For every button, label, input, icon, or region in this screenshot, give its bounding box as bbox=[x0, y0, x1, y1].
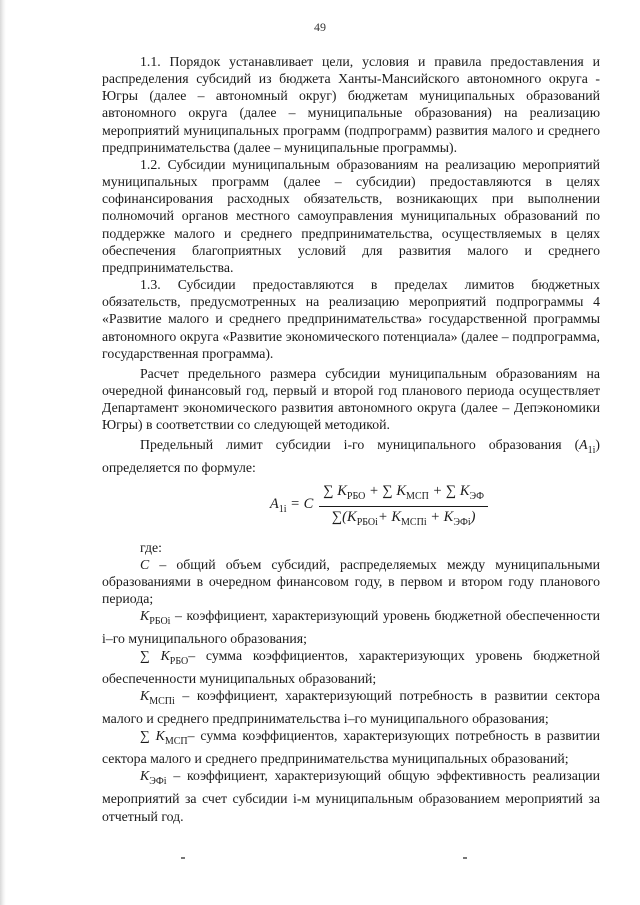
paragraph-limit bbox=[102, 436, 600, 476]
scan-dot-right bbox=[463, 857, 467, 859]
paragraph-1-3: 1.3. Субсидии предоставляются в пределах лимитов бюджетных обязательств, предусмотренных на реализацию мероприятий подпрограммы 4 «Развитие малого и среднего предпринимательства» государственной программы автономного округа «Развитие экономического потенциала» (далее – подпрограмма, государственная программа). bbox=[102, 277, 600, 361]
paragraph-1-2: 1.2. Субсидии муниципальным образованиям на реализацию мероприятий муниципальных программ (далее – субсидии) предоставляются в целях софинансирования расходных обязательств, возникающих при выполнении полномочий органов местного самоуправления муниципальных образований по поддержке малого и среднего предпринимательства, осуществляемых в целях обеспечения благоприятных условий для развития малого и среднего предпринимательства. bbox=[102, 156, 600, 275]
definition-k-rbo-i: $K_{РБОi}$ – коэффициент, характеризующий уровень бюджетной обеспеченности i–го муниципального образования; bbox=[102, 608, 600, 647]
paragraph-methodology: Расчет предельного размера субсидии муниципальным образованиям на очередной финансовый год, первый и второй год планового периода осуществляет Департамент экономического развития автономного округа (далее – Депэкономики Югры) в соответствии со следующей методикой. bbox=[102, 365, 600, 433]
formula-denominator: $\sum(K_{РБОi}+ K_{МСПi} + K_{ЭФi})$ bbox=[331, 508, 476, 528]
definition-sum-k-rbo: ∑ $K_{РБО}-$ сумма коэффициентов, характеризующих уровень бюджетной обеспеченности муниципальных образований; bbox=[102, 648, 600, 687]
limit-text: Предельный лимит субсидии i-го муниципального образования ( bbox=[140, 437, 580, 453]
formula-numerator: ∑ $K_{РБО}$ + ∑ $K_{МСП}$ + ∑ $K_{ЭФ}$ bbox=[319, 483, 488, 507]
formula-lhs: $A_{1i} = C$ bbox=[269, 495, 314, 515]
scan-edge bbox=[0, 0, 6, 905]
where-label: где: bbox=[140, 539, 162, 555]
formula bbox=[158, 483, 600, 531]
definition-c: C – общий объем субсидий, распределяемых между муниципальными образованиями в очередном финансовом году, в первом и втором году планового периода; bbox=[102, 556, 600, 607]
formula-fraction bbox=[319, 483, 488, 531]
scan-dot-left bbox=[181, 857, 185, 859]
paragraph-1-1: 1.1. Порядок устанавливает цели, условия и правила предоставления и распределения субсидий из бюджета Ханты-Мансийского автономного округа - Югры (далее – автономный округ) бюджетам муниципальных образований автономного округа (далее – муниципальные образования) на реализацию мероприятий муниципальных программ (подпрограмм) развития малого и среднего предпринимательства (далее – муниципальные программы). bbox=[102, 54, 600, 155]
document-body bbox=[102, 53, 600, 825]
limit-symbol: $A_{1i}$ bbox=[579, 437, 596, 457]
definition-sum-k-msp: ∑ $K_{МСП}-$ сумма коэффициентов, характеризующих потребность в развитии сектора малого и среднего предпринимательства муниципальных образований; bbox=[102, 728, 600, 767]
limit-text-end: ) определяется по формуле: bbox=[102, 437, 600, 476]
definition-k-msp-i: $K_{МСПi}$ – коэффициент, характеризующий потребность в развитии сектора малого и среднего предпринимательства i–го муниципального образования; bbox=[102, 688, 600, 727]
page-number: 49 bbox=[314, 20, 326, 34]
definition-k-ef-i: $K_{ЭФi}$ – коэффициент, характеризующий общую эффективность реализации мероприятий за счет субсидии i-м муниципальным образованием мероприятий за отчетный год. bbox=[102, 768, 600, 824]
